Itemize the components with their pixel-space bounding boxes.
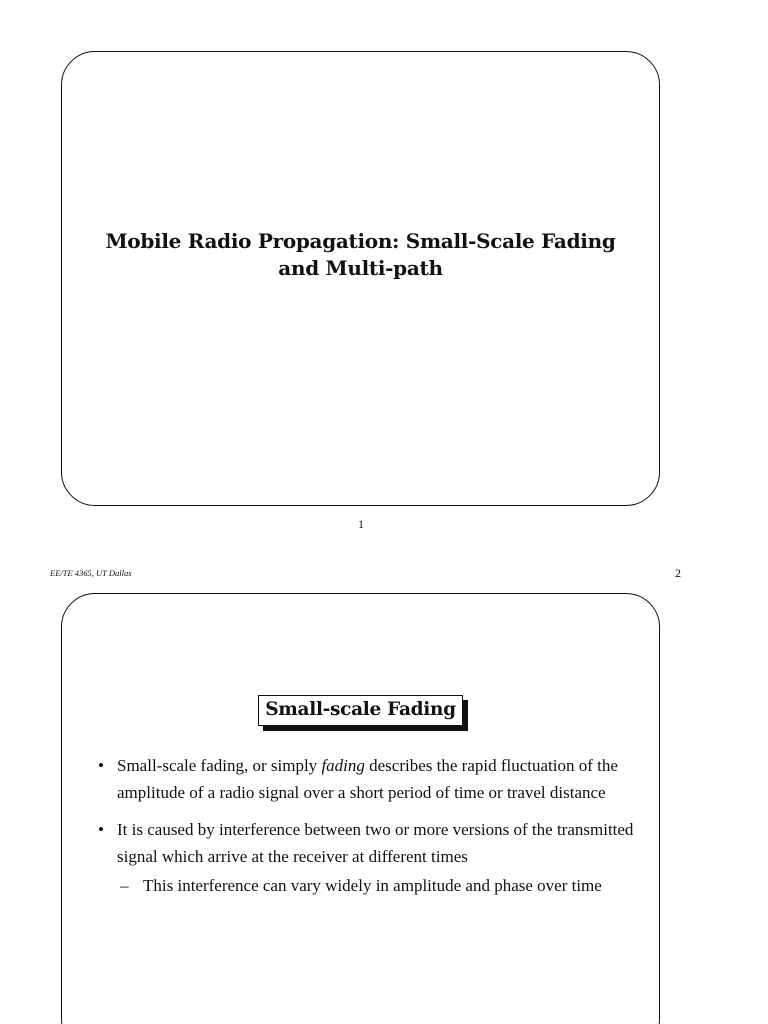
bullet-marker: •: [98, 756, 104, 775]
sub-bullet-1-text: This interference can vary widely in amplitude and phase over time: [143, 876, 602, 895]
bullet-list: [98, 752, 643, 909]
slide-1-title-line-1: Mobile Radio Propagation: Small-Scale Fading: [105, 229, 616, 253]
slide-2-frame: [61, 593, 660, 1024]
slide-2-heading: Small-scale Fading: [258, 695, 463, 726]
slide-1-title-line-2: and Multi-path: [278, 256, 443, 280]
slide-1-title: [62, 228, 659, 282]
page-number-1: 1: [358, 517, 364, 531]
slide-1-frame: [61, 51, 660, 506]
bullet-1-emphasis: fading: [321, 756, 365, 775]
bullet-marker: •: [98, 820, 104, 839]
sub-bullet-marker: –: [120, 876, 129, 895]
bullet-1-text-before: Small-scale fading, or simply: [117, 756, 322, 775]
bullet-2-text: It is caused by interference between two or more versions of the transmitted signal which arrive at the receiver at different times: [117, 820, 634, 866]
slide-2-heading-wrap: [62, 695, 659, 726]
bullet-item-2: [98, 816, 643, 899]
bullet-1-text-after: describes the rapid fluctuation of the amplitude of a radio signal over a short period of time or travel distance: [117, 756, 618, 802]
running-header: EE/TE 4365, UT Dallas: [50, 568, 132, 578]
page-number-2: 2: [675, 566, 681, 580]
sub-bullet-item-1: [117, 872, 643, 899]
bullet-item-1: [98, 752, 643, 806]
